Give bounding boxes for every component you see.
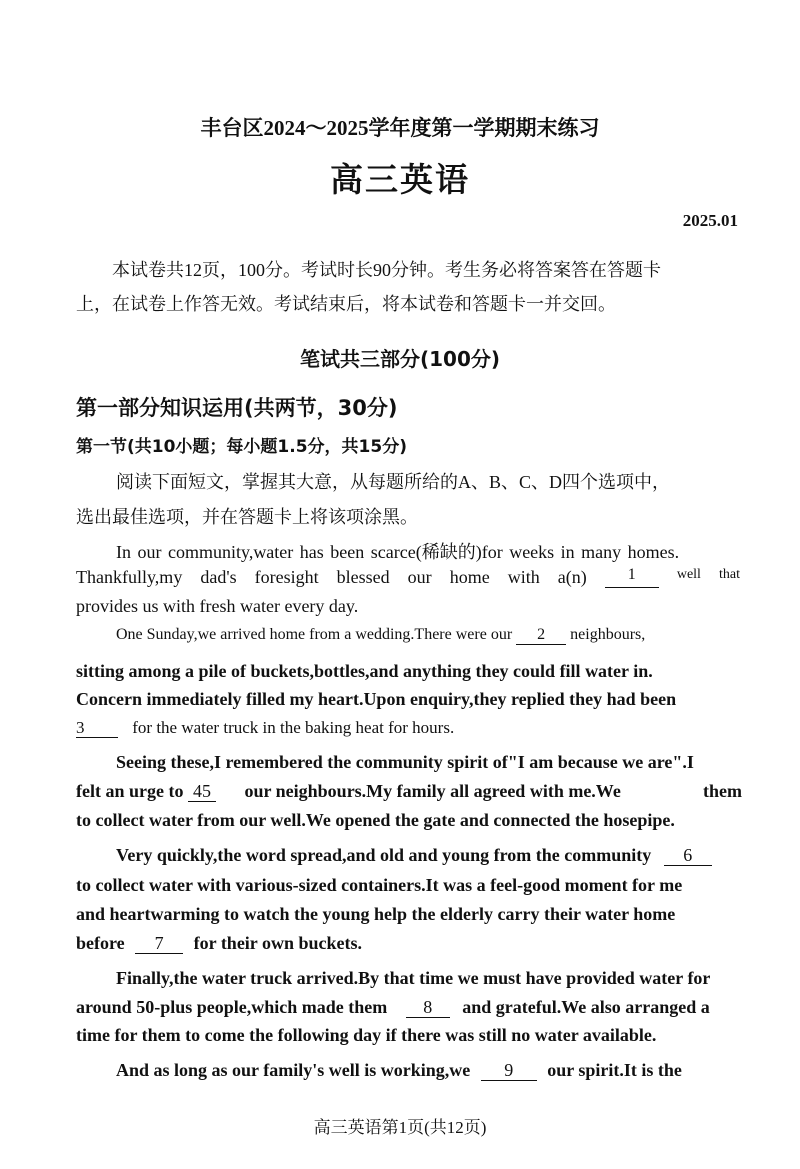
text: Very quickly,the word spread,and old and young from the community: [116, 845, 652, 865]
passage-p4-line1: [116, 845, 712, 866]
word: blessed: [336, 567, 390, 587]
passage-p1-line2: [76, 567, 740, 588]
word: dad's: [200, 567, 237, 587]
word: that: [718, 567, 740, 582]
passage-p1-line1: In our community,water has been scarce(稀缺的)for weeks in many homes.: [116, 542, 680, 562]
passage-p3-line1: Seeing these,I remembered the community spirit of"I am because we are".I: [116, 752, 694, 772]
directions-line-2: 选出最佳选项，并在答题卡上将该项涂黑。: [76, 507, 418, 527]
passage-p2-line3: Concern immediately filled my heart.Upon enquiry,they replied they had been: [76, 689, 677, 709]
text: And as long as our family's well is working,we: [116, 1060, 471, 1080]
blank-1[interactable]: 1: [605, 567, 659, 588]
text: One Sunday,we arrived home from a wedding.There were our: [116, 626, 513, 643]
text: them: [703, 781, 742, 801]
passage-p2-line2: sitting among a pile of buckets,bottles,and anything they could fill water in.: [76, 661, 653, 681]
text: our spirit.It is the: [547, 1060, 682, 1080]
passage-p4-line2: to collect water with various-sized containers.It was a feel-good moment for me: [76, 875, 683, 895]
passage-p1-line3: provides us with fresh water every day.: [76, 596, 359, 616]
text: felt an urge to: [76, 781, 184, 801]
word: home: [449, 567, 490, 587]
text: for the water truck in the baking heat for hours.: [132, 718, 455, 737]
blank-2[interactable]: 2: [516, 627, 566, 645]
blank-45[interactable]: 45: [188, 782, 216, 802]
passage-p3-line2: [76, 781, 742, 802]
instructions-line-1: 本试卷共12页，100分。考试时长90分钟。考生务必将答案答在答题卡: [112, 260, 661, 280]
passage-p6-line1: [116, 1060, 682, 1081]
section1-title: 第一节(共10小题；每小题1.5分，共15分): [76, 437, 407, 457]
blank-9[interactable]: 9: [481, 1061, 537, 1081]
passage-p4-line3: and heartwarming to watch the young help the elderly carry their water home: [76, 904, 676, 924]
blank-7[interactable]: 7: [135, 934, 183, 954]
passage-p5-line3: time for them to come the following day if there was still no water available.: [76, 1025, 657, 1045]
passage-p2-line1: [116, 626, 645, 645]
directions-line-1: 阅读下面短文，掌握其大意，从每题所给的A、B、C、D四个选项中，: [116, 472, 671, 492]
word: our: [407, 567, 432, 587]
subject-title: 高三英语: [330, 163, 470, 199]
passage-p5-line2: [76, 997, 710, 1018]
word: foresight: [254, 567, 319, 587]
passage-p3-line3: to collect water from our well.We opened the gate and connected the hosepipe.: [76, 810, 675, 830]
word: Thankfully,my: [76, 567, 183, 587]
passage-p4-line4: [76, 933, 362, 954]
text: for their own buckets.: [193, 933, 362, 953]
blank-8[interactable]: 8: [406, 998, 450, 1018]
written-part-title: 笔试共三部分(100分): [299, 347, 501, 371]
instructions-line-2: 上，在试卷上作答无效。考试结束后，将本试卷和答题卡一并交回。: [76, 294, 616, 314]
text: around 50-plus people,which made them: [76, 997, 388, 1017]
part1-title: 第一部分知识运用(共两节，30分): [76, 396, 398, 420]
text: our neighbours.My family all agreed with me.We: [244, 781, 621, 801]
exam-title: 丰台区2024～2025学年度第一学期期末练习: [200, 116, 600, 140]
text: neighbours,: [570, 626, 646, 643]
exam-date: 2025.01: [682, 211, 738, 230]
passage-p5-line1: Finally,the water truck arrived.By that time we must have provided water for: [116, 968, 711, 988]
text: and grateful.We also arranged a: [462, 997, 710, 1017]
page-footer: 高三英语第1页(共12页): [313, 1118, 487, 1137]
word: well: [676, 567, 701, 582]
text: before: [76, 933, 125, 953]
passage-p2-line4: [76, 718, 454, 738]
blank-6[interactable]: 6: [664, 846, 712, 866]
word: a(n): [557, 567, 587, 587]
word: with: [507, 567, 540, 587]
blank-3[interactable]: 3: [76, 719, 118, 738]
